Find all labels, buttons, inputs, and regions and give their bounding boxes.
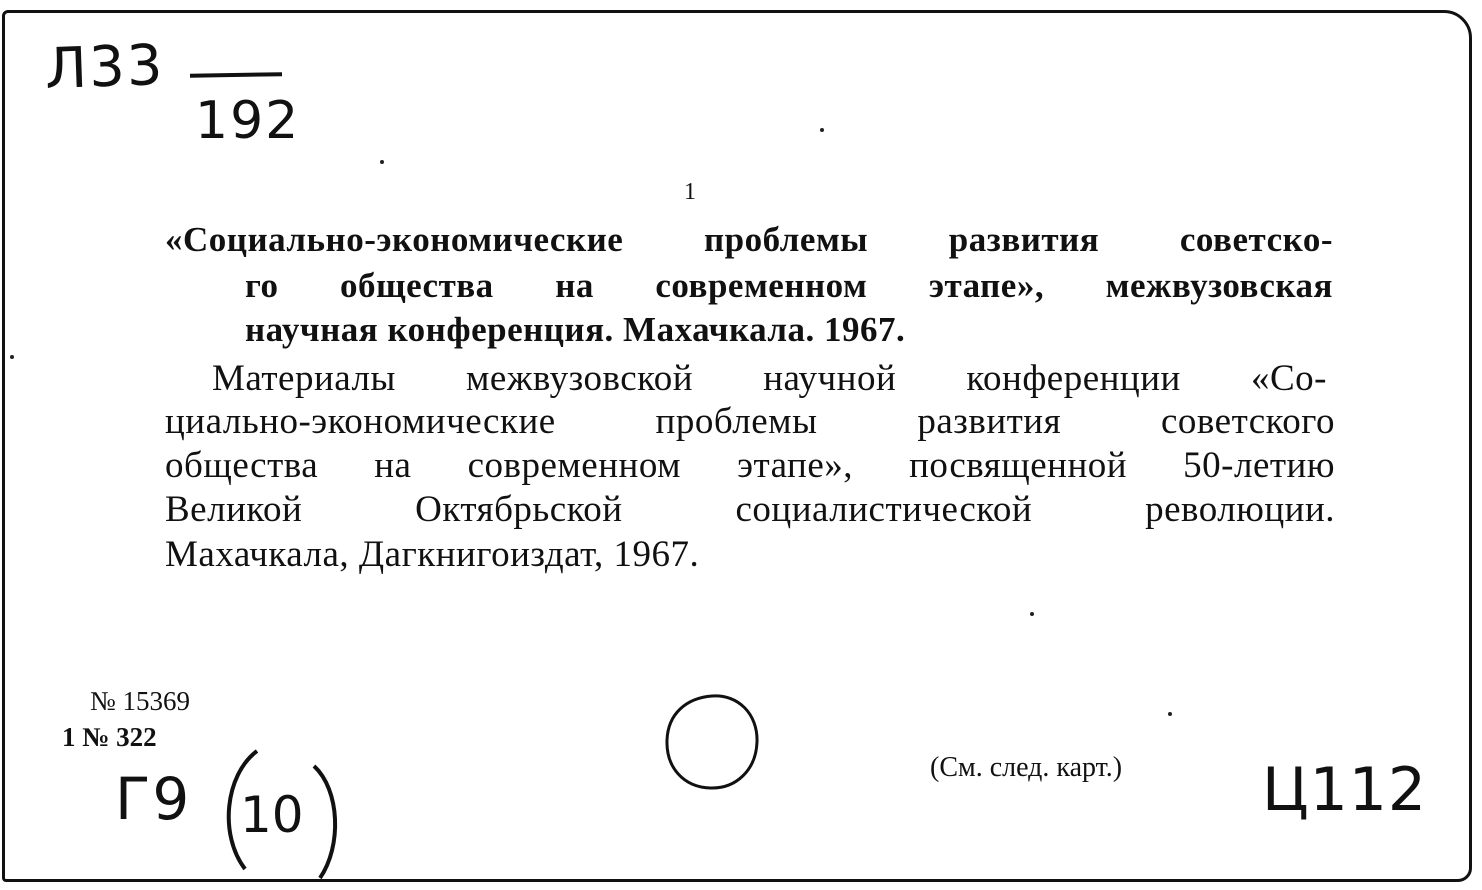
inventory-handwritten: Ц112 [1262,755,1428,825]
heading-line-1: «Социально-экономические проблемы развития советско- [165,220,1333,259]
classification-sub-handwritten: 10 [240,786,304,844]
speck [380,160,384,164]
punch-hole-icon [660,690,764,794]
classification-handwritten: Г9 [115,765,192,833]
speck [820,128,824,132]
body-line-4: Великой Октябрьской социалистической революции. [165,489,1335,530]
body-line-1: Материалы межвузовской научной конференции «Со- [212,358,1327,399]
card-number: 1 [684,179,696,205]
shelf-mark-bottom: 192 [195,91,301,151]
body-line-3: общества на современном этапе», посвященной 50-летию [165,445,1335,486]
heading-line-2: го общества на современном этапе», межвузовская [245,266,1333,305]
speck [10,355,14,359]
see-next-card-note: (См. след. карт.) [930,752,1123,783]
accession-number-2: 1 № 322 [62,722,157,752]
speck [1030,612,1034,616]
accession-number-1: № 15369 [90,686,191,716]
heading-line-3: научная конференция. Махачкала. 1967. [245,310,906,349]
speck [1168,712,1172,716]
right-paren-icon [300,760,360,890]
shelf-mark-top: Л33 [43,32,166,103]
body-line-2: циально-экономические проблемы развития советского [165,401,1335,442]
body-line-5: Махачкала, Дагкнигоиздат, 1967. [165,534,700,575]
